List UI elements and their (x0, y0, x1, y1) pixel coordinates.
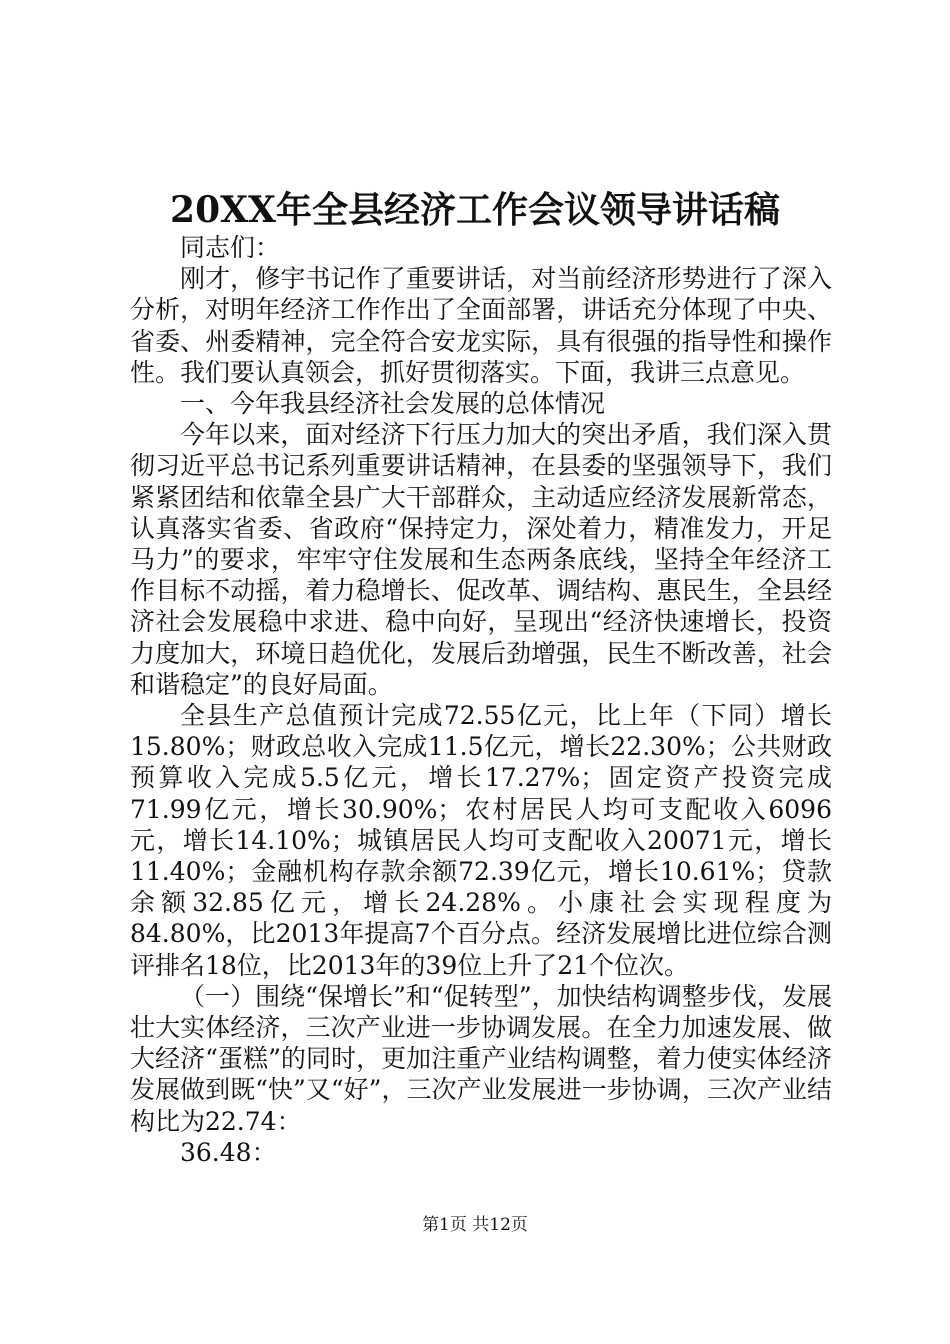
document-title: 20XX年全县经济工作会议领导讲话稿 (170, 189, 780, 231)
paragraph-continuation: 36.48： (180, 1137, 277, 1167)
paragraph-subsection-1: （一）围绕“保增长”和“促转型”，加快结构调整步伐，发展壮大实体经济，三次产业进一步协调发展。在全力加速发展、做大经济“蛋糕”的同时，更加注重产业结构调整，着力使实体经济发展做到既“快”又“好”，三次产业发展进一步协调，三次产业结构比为22.74： (130, 981, 832, 1136)
paragraph-overview: 今年以来，面对经济下行压力加大的突出矛盾，我们深入贯彻习近平总书记系列重要讲话精神，在县委的坚强领导下，我们紧紧团结和依靠全县广大干部群众，主动适应经济发展新常态，认真落实省委、省政府“保持定力，深处着力，精准发力，开足马力”的要求，牢牢守住发展和生态两条底线，坚持全年经济工作目标不动摇，着力稳增长、促改革、调结构、惠民生，全县经济社会发展稳中求进、稳中向好，呈现出“经济快速增长，投资力度加大，环境日趋优化，发展后劲增强，民生不断改善，社会和谐稳定”的良好局面。 (130, 420, 832, 699)
paragraph-statistics: 全县生产总值预计完成72.55亿元，比上年（下同）增长15.80%；财政总收入完成11.5亿元，增长22.30%；公共财政预算收入完成5.5亿元，增长17.27%；固定资产投资完成71.99亿元，增长30.90%；农村居民人均可支配收入6096元，增长14.10%；城镇居民人均可支配收入20071元，增长11.40%；金融机构存款余额72.39亿元，增长10.61%；贷款余额32.85亿元，增长24.28%。小康社会实现程度为84.80%，比2013年提高7个百分点。经济发展增比进位综合测评排名18位，比2013年的39位上升了21个位次。 (130, 701, 832, 980)
document-body (130, 232, 832, 1168)
paragraph-intro: 刚才，修宇书记作了重要讲话，对当前经济形势进行了深入分析，对明年经济工作作出了全面部署，讲话充分体现了中央、省委、州委精神，完全符合安龙实际，具有很强的指导性和操作性。我们要认真领会，抓好贯彻落实。下面，我讲三点意见。 (130, 264, 832, 387)
salutation: 同志们： (180, 233, 281, 262)
page-footer: 第1页 共12页 (422, 1215, 528, 1235)
section-heading-1: 一、今年我县经济社会发展的总体情况 (180, 389, 606, 419)
